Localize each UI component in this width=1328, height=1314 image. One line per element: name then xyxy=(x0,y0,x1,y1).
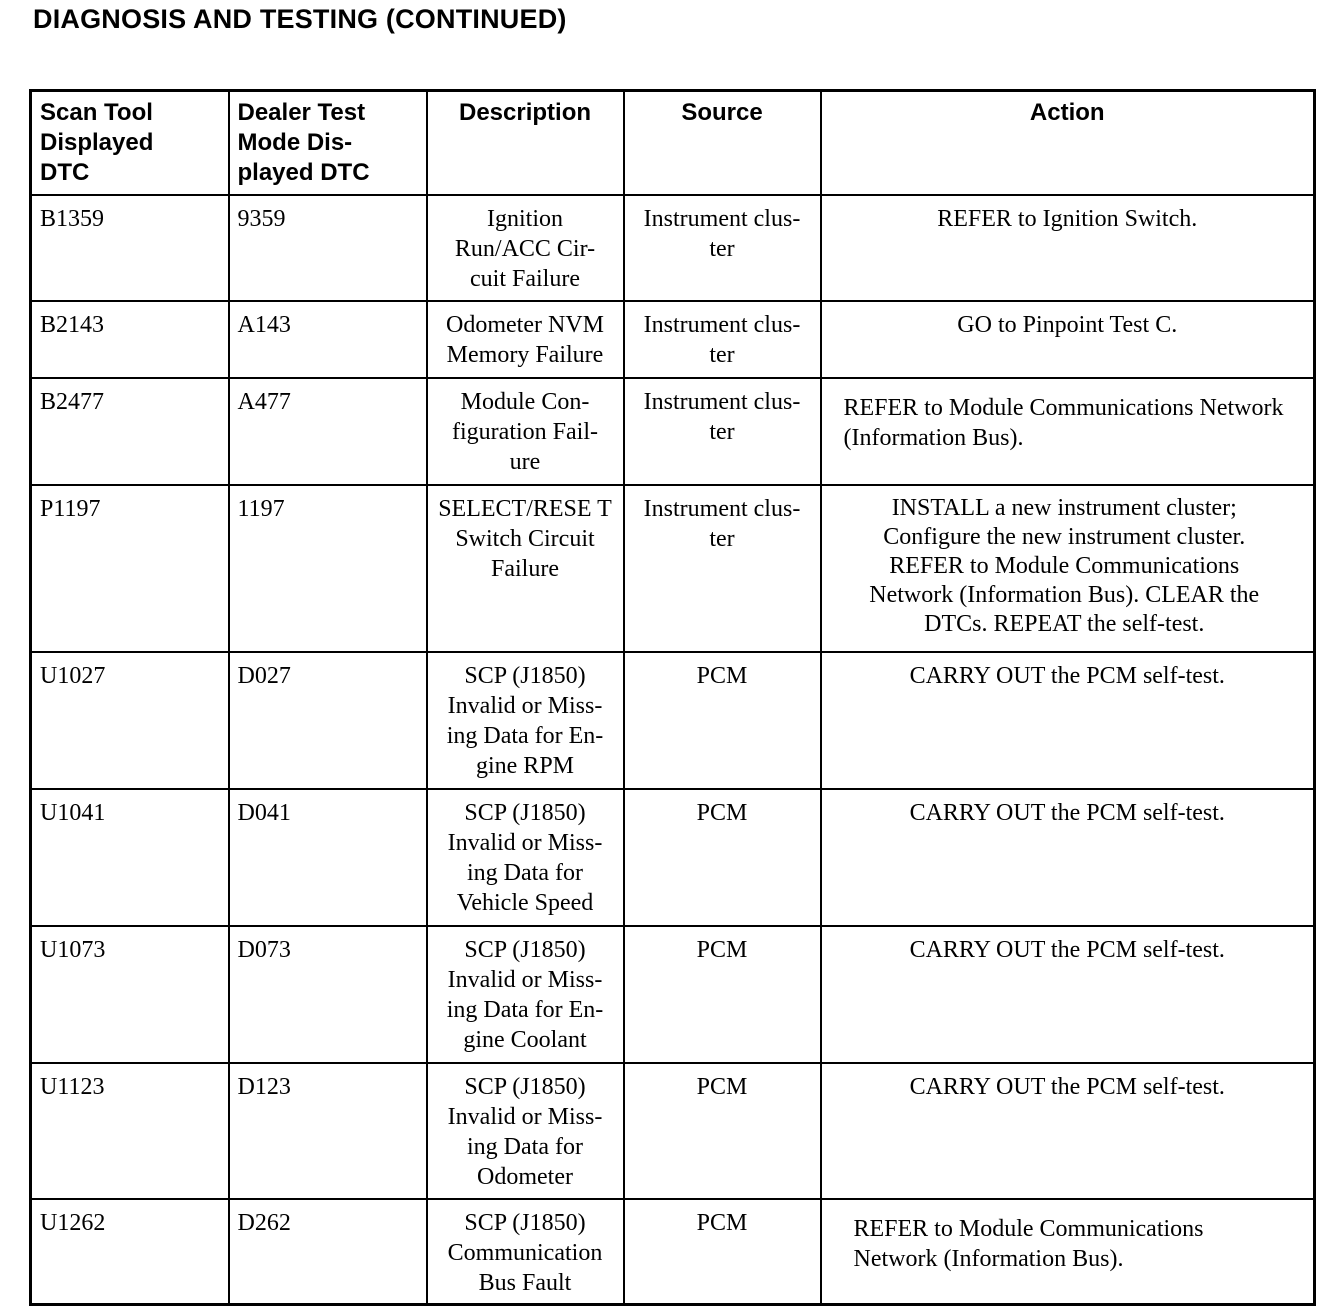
action-cell: INSTALL a new instrument cluster; Configure the new instrument cluster. REFER to Module Communications Network (Information Bus). CLEAR the DTCs. REPEAT the self-test. xyxy=(821,485,1315,652)
scan-tool-dtc-cell: B2477 xyxy=(31,378,229,485)
source-cell: PCM xyxy=(624,926,821,1063)
scan-tool-dtc-cell: P1197 xyxy=(31,485,229,652)
description-cell: SCP (J1850) Invalid or Miss- ing Data for Vehicle Speed xyxy=(427,789,624,926)
dealer-test-dtc-cell: D041 xyxy=(229,789,427,926)
dealer-test-dtc-cell: 9359 xyxy=(229,195,427,301)
scan-tool-dtc-cell: U1262 xyxy=(31,1199,229,1305)
action-cell: REFER to Ignition Switch. xyxy=(821,195,1315,301)
table-row xyxy=(31,1063,1315,1199)
column-header-source: Source xyxy=(624,91,821,195)
source-cell: PCM xyxy=(624,652,821,789)
source-cell: PCM xyxy=(624,789,821,926)
scan-tool-dtc-cell: B2143 xyxy=(31,301,229,378)
table-header-row xyxy=(31,91,1315,195)
source-cell: Instrument clus- ter xyxy=(624,301,821,378)
action-cell: GO to Pinpoint Test C. xyxy=(821,301,1315,378)
action-cell: CARRY OUT the PCM self-test. xyxy=(821,789,1315,926)
source-cell: Instrument clus- ter xyxy=(624,195,821,301)
action-cell: CARRY OUT the PCM self-test. xyxy=(821,1063,1315,1199)
table-row xyxy=(31,485,1315,652)
dtc-table xyxy=(29,89,1316,1306)
dealer-test-dtc-cell: A143 xyxy=(229,301,427,378)
column-header-description: Description xyxy=(427,91,624,195)
dealer-test-dtc-cell: D262 xyxy=(229,1199,427,1305)
table-row xyxy=(31,1199,1315,1305)
action-cell: REFER to Module Communications Network (Information Bus). xyxy=(821,378,1315,485)
description-cell: Odometer NVM Memory Failure xyxy=(427,301,624,378)
source-cell: PCM xyxy=(624,1199,821,1305)
scan-tool-dtc-cell: U1027 xyxy=(31,652,229,789)
description-cell: SCP (J1850) Communication Bus Fault xyxy=(427,1199,624,1305)
action-cell: CARRY OUT the PCM self-test. xyxy=(821,652,1315,789)
column-header-action: Action xyxy=(821,91,1315,195)
column-header-scan-tool-dtc: Scan Tool Displayed DTC xyxy=(31,91,229,195)
page-title: DIAGNOSIS AND TESTING (CONTINUED) xyxy=(33,4,567,34)
dealer-test-dtc-cell: 1197 xyxy=(229,485,427,652)
table-row xyxy=(31,301,1315,378)
table-row xyxy=(31,195,1315,301)
action-cell: CARRY OUT the PCM self-test. xyxy=(821,926,1315,1063)
source-cell: Instrument clus- ter xyxy=(624,485,821,652)
table-row xyxy=(31,378,1315,485)
description-cell: SCP (J1850) Invalid or Miss- ing Data for Odometer xyxy=(427,1063,624,1199)
table-row xyxy=(31,789,1315,926)
source-cell: PCM xyxy=(624,1063,821,1199)
table-row xyxy=(31,926,1315,1063)
source-cell: Instrument clus- ter xyxy=(624,378,821,485)
description-cell: Module Con- figuration Fail- ure xyxy=(427,378,624,485)
table-row xyxy=(31,652,1315,789)
scan-tool-dtc-cell: U1073 xyxy=(31,926,229,1063)
scan-tool-dtc-cell: B1359 xyxy=(31,195,229,301)
scan-tool-dtc-cell: U1041 xyxy=(31,789,229,926)
description-cell: Ignition Run/ACC Cir- cuit Failure xyxy=(427,195,624,301)
dealer-test-dtc-cell: D027 xyxy=(229,652,427,789)
description-cell: SCP (J1850) Invalid or Miss- ing Data for En- gine Coolant xyxy=(427,926,624,1063)
column-header-dealer-test-dtc: Dealer Test Mode Dis- played DTC xyxy=(229,91,427,195)
description-cell: SELECT/RESE T Switch Circuit Failure xyxy=(427,485,624,652)
action-cell: REFER to Module Communications Network (Information Bus). xyxy=(821,1199,1315,1305)
description-cell: SCP (J1850) Invalid or Miss- ing Data for En- gine RPM xyxy=(427,652,624,789)
dealer-test-dtc-cell: D123 xyxy=(229,1063,427,1199)
scan-tool-dtc-cell: U1123 xyxy=(31,1063,229,1199)
dealer-test-dtc-cell: A477 xyxy=(229,378,427,485)
dealer-test-dtc-cell: D073 xyxy=(229,926,427,1063)
